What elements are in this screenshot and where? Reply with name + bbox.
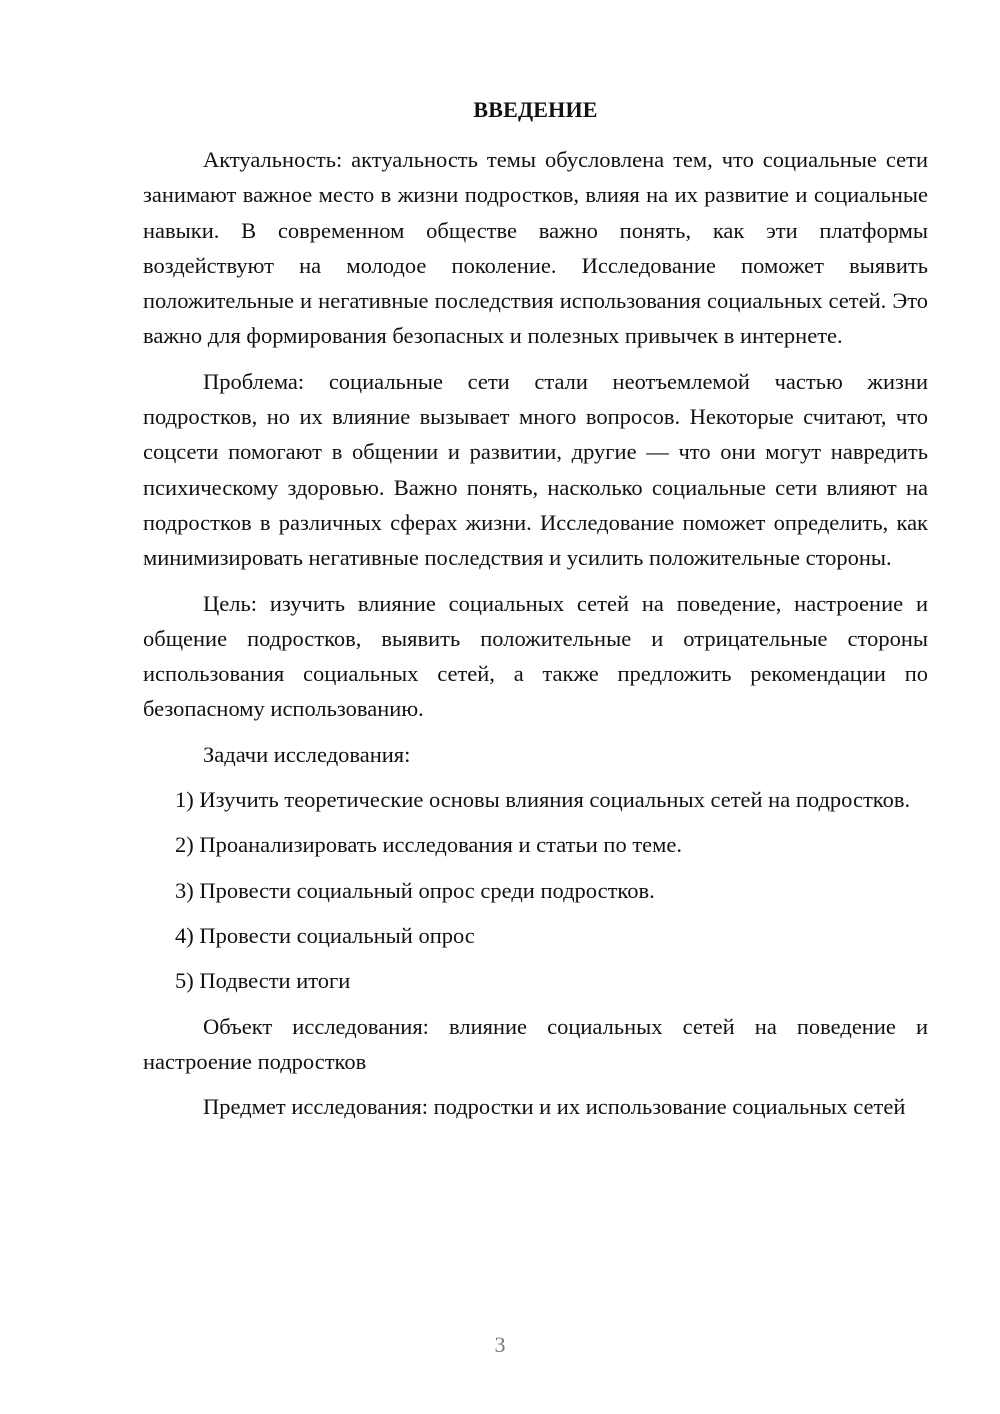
paragraph-relevance: Актуальность: актуальность темы обусловлена тем, что социальные сети занимают важное место в жизни подростков, влияя на их развитие и социальные навыки. В современном обществе важно понять, как эти платформы воздействуют на молодое поколение. Исследование поможет выявить положительные и негативные последствия использования социальных сетей. Это важно для формирования безопасных и полезных привычек в интернете. xyxy=(143,147,928,349)
paragraph-subject: Предмет исследования: подростки и их использование социальных сетей xyxy=(203,1094,906,1120)
document-page xyxy=(143,92,928,1134)
page-number: 3 xyxy=(494,1332,506,1357)
task-item-5: 5) Подвести итоги xyxy=(175,968,351,994)
task-item-3: 3) Провести социальный опрос среди подростков. xyxy=(175,877,655,903)
paragraph-problem: Проблема: социальные сети стали неотъемлемой частью жизни подростков, но их влияние вызывает много вопросов. Некоторые считают, что соцсети помогают в общении и развитии, другие — что они могут навредить психическому здоровью. Важно понять, насколько социальные сети влияют на подростков в различных сферах жизни. Исследование поможет определить, как минимизировать негативные последствия и усилить положительные стороны. xyxy=(143,368,928,571)
paragraph-object: Объект исследования: влияние социальных сетей на поведение и настроение подростков xyxy=(143,1013,928,1074)
paragraph-goal: Цель: изучить влияние социальных сетей на поведение, настроение и общение подростков, выявить положительные и отрицательные стороны использования социальных сетей, а также предложить рекомендации по безопасному использованию. xyxy=(143,590,928,722)
task-item-2: 2) Проанализировать исследования и статьи по теме. xyxy=(175,832,682,858)
task-item-4: 4) Провести социальный опрос xyxy=(175,922,475,948)
tasks-heading: Задачи исследования: xyxy=(203,741,411,767)
section-heading: ВВЕДЕНИЕ xyxy=(473,97,598,122)
task-item-1: 1) Изучить теоретические основы влияния социальных сетей на подростков. xyxy=(175,787,911,813)
